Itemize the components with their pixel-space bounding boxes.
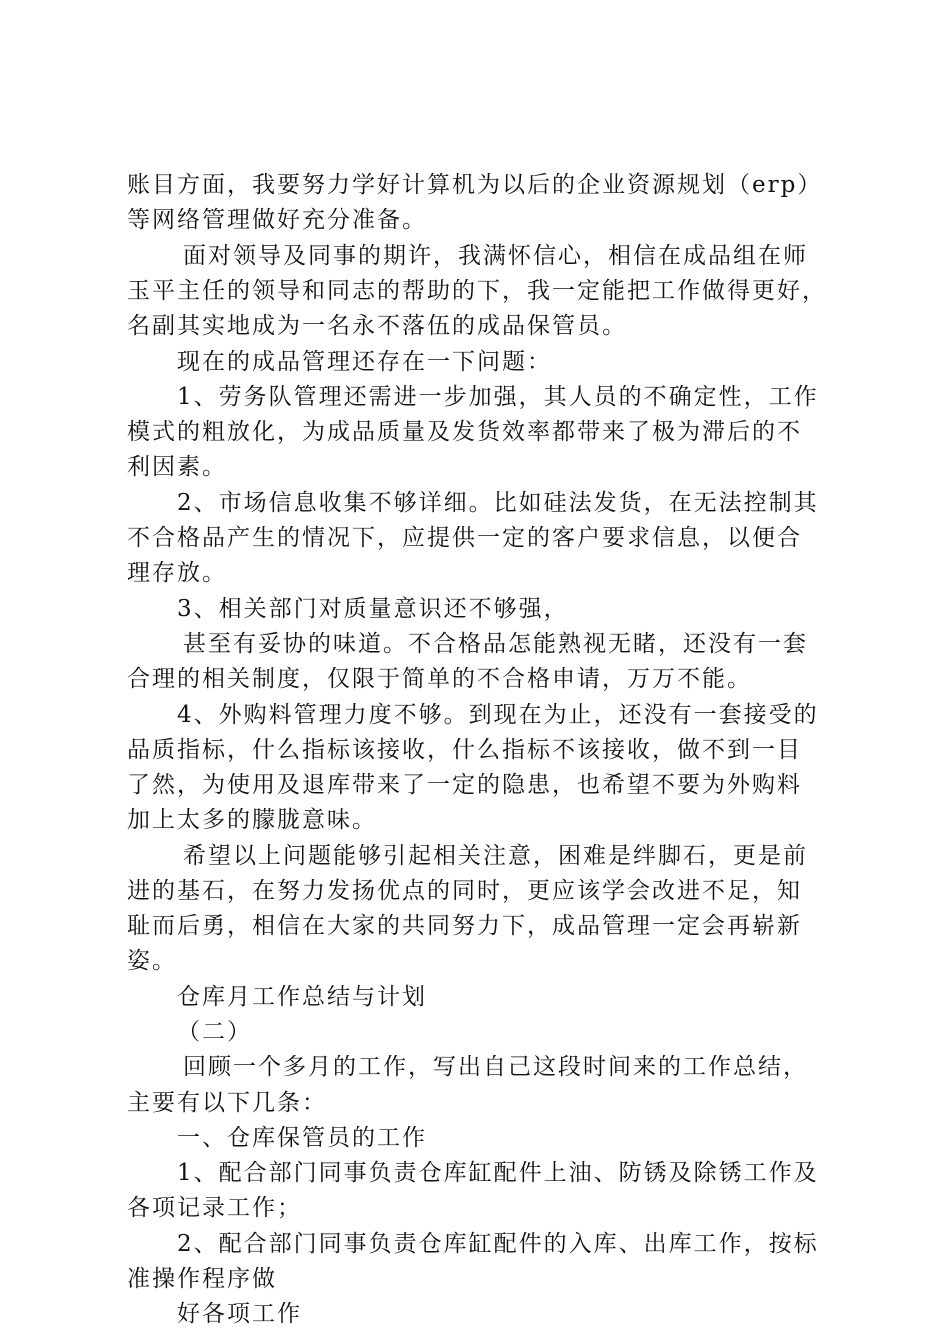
text-line: 玉平主任的领导和同志的帮助的下，我一定能把工作做得更好， <box>127 278 827 304</box>
text-line: 好各项工作 <box>177 1301 302 1327</box>
text-line: 耻而后勇，相信在大家的共同努力下，成品管理一定会再崭新 <box>127 913 802 939</box>
text-line: 一、仓库保管员的工作 <box>177 1125 427 1151</box>
text-line: 1、配合部门同事负责仓库缸配件上油、防锈及除锈工作及 <box>177 1160 819 1186</box>
text-line: 主要有以下几条： <box>127 1090 327 1116</box>
text-line: 品质指标，什么指标该接收，什么指标不该接收，做不到一目 <box>127 737 802 763</box>
text-line: 甚至有妥协的味道。不合格品怎能熟视无睹，还没有一套 <box>183 631 808 657</box>
text-line: 3、相关部门对质量意识还不够强， <box>177 596 569 622</box>
text-line: 2、市场信息收集不够详细。比如硅法发货，在无法控制其 <box>177 490 819 516</box>
text-line: 理存放。 <box>127 560 227 586</box>
text-line: 各项记录工作； <box>127 1195 302 1221</box>
text-line: 2、配合部门同事负责仓库缸配件的入库、出库工作，按标 <box>177 1231 819 1257</box>
text-line: 等网络管理做好充分准备。 <box>127 207 427 233</box>
text-line: 合理的相关制度，仅限于简单的不合格申请，万万不能。 <box>127 666 752 692</box>
text-line: 名副其实地成为一名永不落伍的成品保管员。 <box>127 313 627 339</box>
section-number: （二） <box>177 1019 252 1045</box>
section-title: 仓库月工作总结与计划 <box>177 984 427 1010</box>
text-line: 面对领导及同事的期许，我满怀信心，相信在成品组在师 <box>183 243 808 269</box>
text-line: 1、劳务队管理还需进一步加强，其人员的不确定性，工作 <box>177 384 819 410</box>
text-line: 姿。 <box>127 948 177 974</box>
text-line: 了然，为使用及退库带来了一定的隐患，也希望不要为外购料 <box>127 772 802 798</box>
text-line: 现在的成品管理还存在一下问题： <box>177 349 552 375</box>
text-line: 回顾一个多月的工作，写出自己这段时间来的工作总结， <box>183 1054 808 1080</box>
text-line: 希望以上问题能够引起相关注意，困难是绊脚石，更是前 <box>183 843 808 869</box>
text-line: 加上太多的朦胧意味。 <box>127 807 377 833</box>
text-line: 模式的粗放化，为成品质量及发货效率都带来了极为滞后的不 <box>127 419 802 445</box>
text-line: 4、外购料管理力度不够。到现在为止，还没有一套接受的 <box>177 702 819 728</box>
text-line: 准操作程序做 <box>127 1266 277 1292</box>
text-line: 利因素。 <box>127 454 227 480</box>
text-line: 账目方面，我要努力学好计算机为以后的企业资源规划（erp） <box>127 172 823 198</box>
text-line: 不合格品产生的情况下，应提供一定的客户要求信息，以便合 <box>127 525 802 551</box>
text-line: 进的基石，在努力发扬优点的同时，更应该学会改进不足，知 <box>127 878 802 904</box>
